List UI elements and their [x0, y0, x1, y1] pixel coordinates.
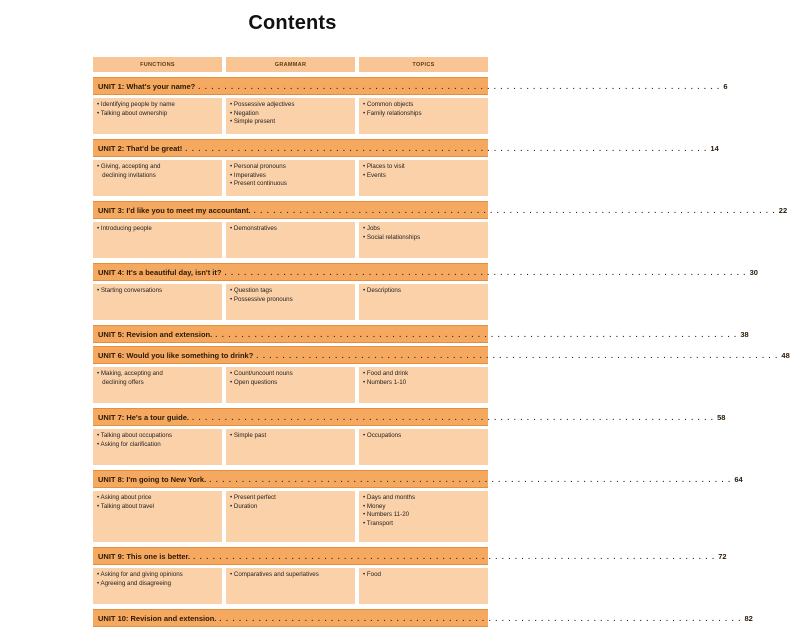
cell-functions — [93, 429, 222, 465]
unit-title: UNIT 8: I'm going to New York. — [98, 474, 207, 484]
unit-page-number: 72 — [718, 551, 727, 561]
header-functions: FUNCTIONS — [93, 57, 222, 72]
cell-topics — [359, 367, 488, 403]
functions-item: • Asking for and giving opinions — [97, 571, 183, 578]
grammar-item: • Imperatives — [230, 171, 266, 179]
unit-details-row — [93, 222, 488, 258]
grammar-item: • Count/uncount nouns — [230, 370, 293, 377]
topics-item: • Numbers 1-10 — [363, 378, 407, 386]
cell-functions — [93, 491, 222, 542]
unit-heading[interactable] — [93, 609, 753, 627]
grammar-item: • Negation — [230, 109, 259, 117]
unit-heading[interactable] — [93, 263, 758, 281]
topics-item: • Money — [363, 502, 386, 510]
unit-page-number: 38 — [740, 329, 749, 339]
unit-title: UNIT 4: It's a beautiful day, isn't it? — [98, 267, 222, 277]
unit-details-row — [93, 284, 488, 320]
functions-item: • Introducing people — [97, 225, 152, 232]
unit-details-row — [93, 491, 488, 542]
dot-leader: . . . . . . . . . . . . . . . . . . . . . . . . . . . . . . . . . . . . . . . . . . . . . . . . . . . . . . . . . . . . . . . . . . . . . . . . . . . . . . . . — [224, 267, 747, 277]
cell-topics — [359, 284, 488, 320]
header-grammar: GRAMMAR — [226, 57, 355, 72]
functions-item: • Talking about ownership — [97, 109, 168, 117]
unit-title: UNIT 1: What's your name? — [98, 81, 196, 91]
grammar-item: • Demonstratives — [230, 225, 277, 232]
cell-grammar — [226, 367, 355, 403]
unit-heading[interactable] — [93, 139, 719, 157]
functions-item: declining invitations — [97, 171, 156, 179]
unit-heading[interactable] — [93, 346, 790, 364]
column-headers — [93, 57, 488, 72]
cell-topics — [359, 160, 488, 196]
dot-leader: . . . . . . . . . . . . . . . . . . . . . . . . . . . . . . . . . . . . . . . . . . . . . . . . . . . . . . . . . . . . . . . . . . . . . . . . . . . . . . . . — [215, 329, 738, 339]
topics-item: • Numbers 11-20 — [363, 511, 410, 519]
unit-title: UNIT 6: Would you like something to drink? — [98, 350, 254, 360]
cell-grammar — [226, 491, 355, 542]
cell-grammar — [226, 160, 355, 196]
topics-item: • Food — [363, 571, 381, 578]
header-topics: TOPICS — [359, 57, 488, 72]
grammar-item: • Comparatives and superlatives — [230, 571, 319, 578]
unit-page-number: 64 — [734, 474, 743, 484]
grammar-item: • Duration — [230, 502, 258, 510]
cell-functions — [93, 98, 222, 134]
functions-item: • Agreeing and disagreeing — [97, 579, 172, 587]
unit-page-number: 22 — [778, 205, 788, 215]
functions-item: • Asking for clarification — [97, 440, 161, 448]
grammar-item: • Possessive pronouns — [230, 295, 293, 303]
grammar-item: • Simple past — [230, 432, 267, 439]
contents-table — [93, 57, 790, 630]
unit-title: UNIT 2: That'd be great! — [98, 143, 183, 153]
cell-functions — [93, 568, 222, 604]
grammar-item: • Possessive adjectives — [230, 101, 295, 108]
unit-page-number: 48 — [781, 350, 790, 360]
unit-details-row — [93, 367, 488, 403]
unit-page-number: 30 — [749, 267, 758, 277]
dot-leader: . . . . . . . . . . . . . . . . . . . . . . . . . . . . . . . . . . . . . . . . . . . . . . . . . . . . . . . . . . . . . . . . . . . . . . . . . . . . . . . . — [219, 613, 742, 623]
cell-topics — [359, 491, 488, 542]
unit-details-row — [93, 98, 488, 134]
unit-page-number: 14 — [710, 143, 719, 153]
unit-title: UNIT 7: He's a tour guide. — [98, 412, 189, 422]
topics-item: • Food and drink — [363, 370, 409, 377]
unit-heading[interactable] — [93, 325, 749, 343]
functions-item: • Giving, accepting and — [97, 163, 161, 170]
dot-leader: . . . . . . . . . . . . . . . . . . . . . . . . . . . . . . . . . . . . . . . . . . . . . . . . . . . . . . . . . . . . . . . . . . . . . . . . . . . . . . . . — [185, 143, 708, 153]
functions-item: • Asking about price — [97, 494, 152, 501]
unit-heading[interactable] — [93, 408, 726, 426]
grammar-item: • Open questions — [230, 378, 278, 386]
unit-list — [93, 77, 790, 627]
topics-item: • Places to visit — [363, 163, 405, 170]
grammar-item: • Present perfect — [230, 494, 276, 501]
cell-functions — [93, 222, 222, 258]
unit-details-row — [93, 429, 488, 465]
dot-leader: . . . . . . . . . . . . . . . . . . . . . . . . . . . . . . . . . . . . . . . . . . . . . . . . . . . . . . . . . . . . . . . . . . . . . . . . . . . . . . . . — [193, 551, 716, 561]
functions-item: • Talking about occupations — [97, 432, 172, 439]
unit-page-number: 82 — [744, 613, 753, 623]
unit-details-row — [93, 160, 488, 196]
unit-heading[interactable] — [93, 470, 743, 488]
cell-topics — [359, 222, 488, 258]
unit-details-row — [93, 568, 488, 604]
dot-leader: . . . . . . . . . . . . . . . . . . . . . . . . . . . . . . . . . . . . . . . . . . . . . . . . . . . . . . . . . . . . . . . . . . . . . . . . . . . . . . . . — [256, 350, 779, 360]
topics-item: • Common objects — [363, 101, 414, 108]
dot-leader: . . . . . . . . . . . . . . . . . . . . . . . . . . . . . . . . . . . . . . . . . . . . . . . . . . . . . . . . . . . . . . . . . . . . . . . . . . . . . . . . — [209, 474, 732, 484]
grammar-item: • Question tags — [230, 287, 273, 294]
cell-functions — [93, 284, 222, 320]
grammar-item: • Present continuous — [230, 180, 287, 188]
unit-page-number: 58 — [717, 412, 726, 422]
unit-title: UNIT 10: Revision and extension. — [98, 613, 217, 623]
dot-leader: . . . . . . . . . . . . . . . . . . . . . . . . . . . . . . . . . . . . . . . . . . . . . . . . . . . . . . . . . . . . . . . . . . . . . . . . . . . . . . . . — [253, 205, 776, 215]
unit-heading[interactable] — [93, 77, 728, 95]
unit-title: UNIT 9: This one is better. — [98, 551, 191, 561]
functions-item: • Starting conversations — [97, 287, 163, 294]
cell-topics — [359, 568, 488, 604]
topics-item: • Family relationships — [363, 109, 422, 117]
functions-item: • Identifying people by name — [97, 101, 175, 108]
unit-heading[interactable] — [93, 201, 788, 219]
functions-item: • Talking about travel — [97, 502, 155, 510]
functions-item: declining offers — [97, 378, 144, 386]
dot-leader: . . . . . . . . . . . . . . . . . . . . . . . . . . . . . . . . . . . . . . . . . . . . . . . . . . . . . . . . . . . . . . . . . . . . . . . . . . . . . . . . — [191, 412, 715, 422]
topics-item: • Descriptions — [363, 287, 401, 294]
unit-title: UNIT 3: I'd like you to meet my accountant. — [98, 205, 251, 215]
topics-item: • Days and months — [363, 494, 416, 501]
cell-grammar — [226, 429, 355, 465]
cell-topics — [359, 429, 488, 465]
cell-grammar — [226, 98, 355, 134]
grammar-item: • Personal pronouns — [230, 163, 286, 170]
cell-grammar — [226, 568, 355, 604]
unit-title: UNIT 5: Revision and extension. — [98, 329, 213, 339]
topics-item: • Events — [363, 171, 386, 179]
cell-grammar — [226, 222, 355, 258]
cell-grammar — [226, 284, 355, 320]
cell-functions — [93, 160, 222, 196]
cell-functions — [93, 367, 222, 403]
page-title: Contents — [248, 12, 337, 34]
unit-page-number: 6 — [723, 81, 728, 91]
cell-topics — [359, 98, 488, 134]
unit-heading[interactable] — [93, 547, 727, 565]
topics-item: • Jobs — [363, 225, 380, 232]
topics-item: • Social relationships — [363, 233, 421, 241]
dot-leader: . . . . . . . . . . . . . . . . . . . . . . . . . . . . . . . . . . . . . . . . . . . . . . . . . . . . . . . . . . . . . . . . . . . . . . . . . . . . . . . . — [198, 81, 721, 91]
functions-item: • Making, accepting and — [97, 370, 163, 377]
topics-item: • Transport — [363, 519, 394, 527]
grammar-item: • Simple present — [230, 118, 276, 126]
topics-item: • Occupations — [363, 432, 402, 439]
